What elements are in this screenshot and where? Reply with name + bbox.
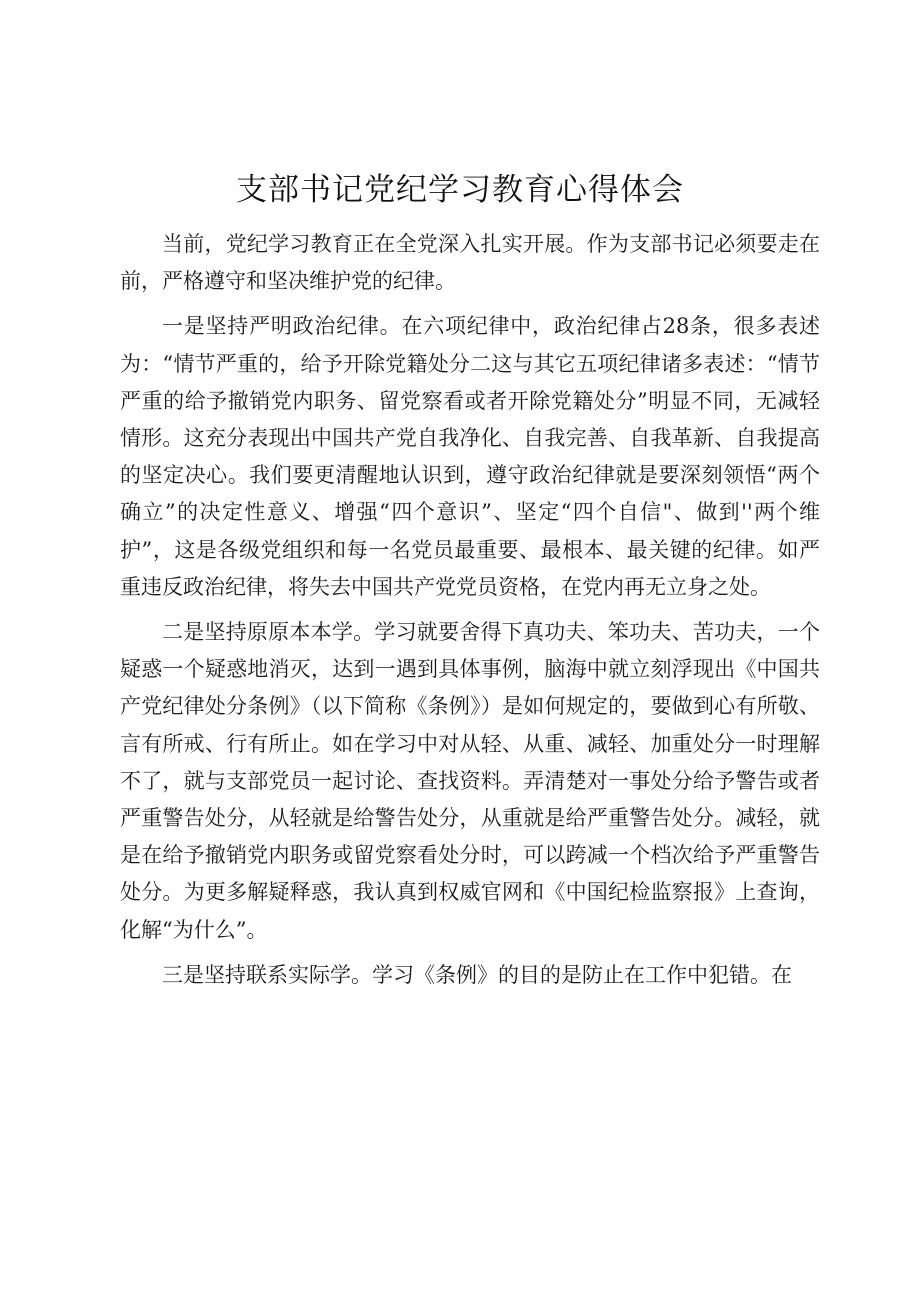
paragraph-practical-study: 三是坚持联系实际学。学习《条例》的目的是防止在工作中犯错。在: [162, 962, 792, 987]
paragraph-political-discipline: 一是坚持严明政治纪律。在六项纪律中，政治纪律占28条，很多表述为：“情节严重的，给予开除党籍处分二这与其它五项纪律诸多表述：“情节严重的给予撤销党内职务、留党察看或者开除党籍处分”明显不同，无减轻情形。这充分表现出中国共产党自我净化、自我完善、自我革新、自我提高的坚定决心。我们要更清醒地认识到，遵守政治纪律就是要深刻领悟“两个确立”的决定性意义、增强“四个意识”、坚定“四个自信"、做到''两个维护”，这是各级党组织和每一名党员最重要、最根本、最关键的纪律。如严重违反政治纪律，将失去中国共产党党员资格，在党内再无立身之处。: [120, 314, 820, 599]
document-title: 支部书记党纪学习教育心得体会: [236, 172, 684, 208]
paragraph-study-original: 二是坚持原原本本学。学习就要舍得下真功夫、笨功夫、苦功夫，一个疑惑一个疑惑地消灭，达到一遇到具体事例，脑海中就立刻浮现出《中国共产党纪律处分条例》（以下简称《条例》）是如何规定的，要做到心有所敬、言有所戒、行有所止。如在学习中对从轻、从重、减轻、加重处分一时理解不了，就与支部党员一起讨论、查找资料。弄清楚对一事处分给予警告或者严重警告处分，从轻就是给警告处分，从重就是给严重警告处分。减轻，就是在给予撤销党内职务或留党察看处分时，可以跨减一个档次给予严重警告处分。为更多解疑释惑，我认真到权威官网和《中国纪检监察报》上查询，化解“为什么”。: [120, 620, 820, 942]
paragraph-intro: 当前，党纪学习教育正在全党深入扎实开展。作为支部书记必须要走在前，严格遵守和坚决维护党的纪律。: [120, 232, 820, 294]
document-body: [120, 226, 820, 994]
